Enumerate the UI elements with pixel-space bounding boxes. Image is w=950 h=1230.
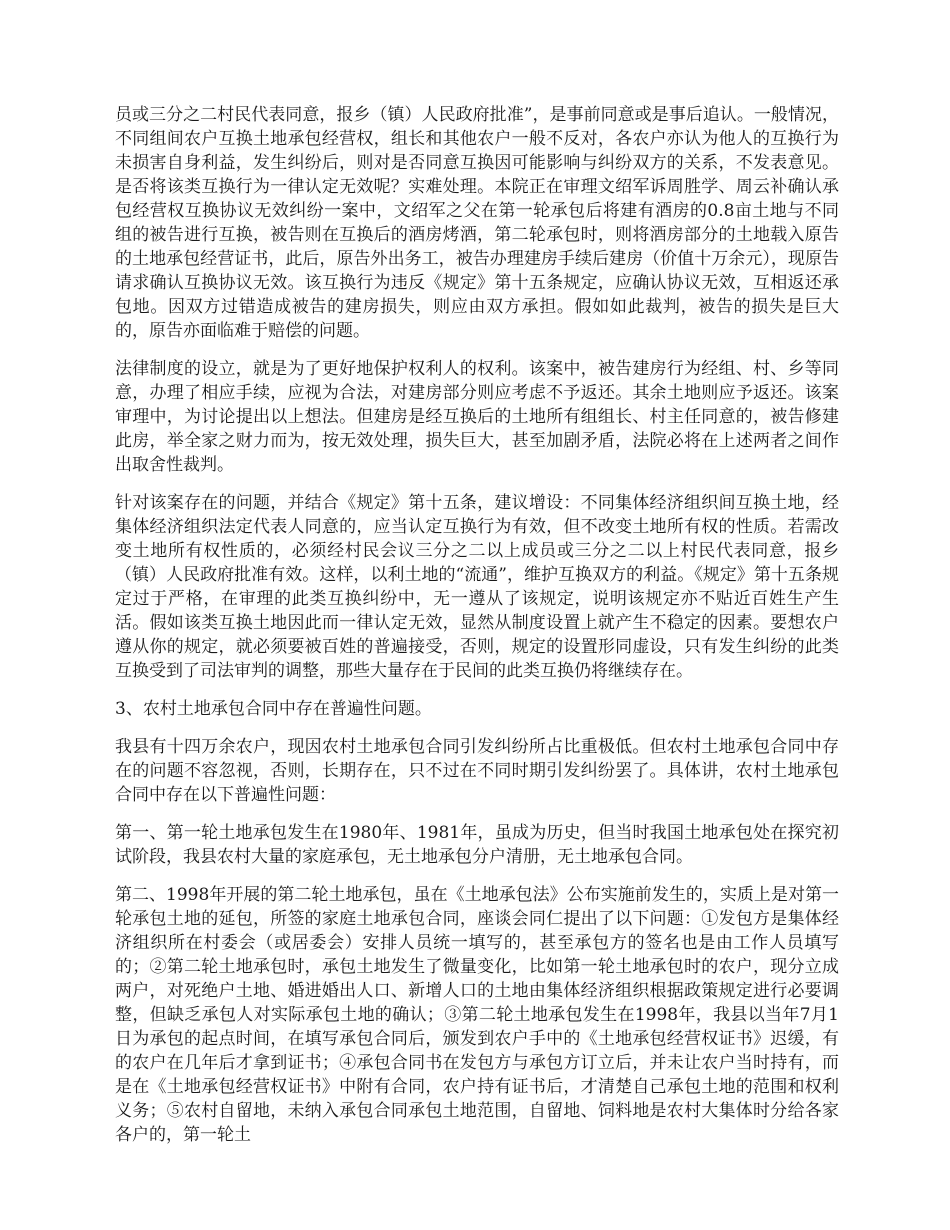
paragraph: 员或三分之二村民代表同意，报乡（镇）人民政府批准”，是事前同意或是事后追认。一般情况，不同组间农户互换土地承包经营权，组长和其他农户一般不反对，各农户亦认为他人的互换行为未损害自身利益，发生纠纷后，则对是否同意互换因可能影响与纠纷双方的关系，不发表意见。是否将该类互换行为一律认定无效呢？实难处理。本院正在审理文绍军诉周胜学、周云补确认承包经营权互换协议无效纠纷一案中，文绍军之父在第一轮承包后将建有酒房的0.8亩土地与不同组的被告进行互换，被告则在互换后的酒房烤酒，第二轮承包时，则将酒房部分的土地载入原告的土地承包经营证书，此后，原告外出务工，被告办理建房手续后建房（价值十万余元），现原告请求确认互换协议无效。该互换行为违反《规定》第十五条规定，应确认协议无效，互相返还承包地。因双方过错造成被告的建房损失，则应由双方承担。假如如此裁判，被告的损失是巨大的，原告亦面临难于赔偿的问题。 (115, 105, 839, 341)
section-heading: 3、农村土地承包合同中存在普遍性问题。 (115, 699, 432, 719)
paragraph: 第一、第一轮土地承包发生在1980年、1981年，虽成为历史，但当时我国土地承包处在探究初试阶段，我县农村大量的家庭承包，无土地承包分户清册，无土地承包合同。 (115, 823, 839, 867)
paragraph: 我县有十四万余农户，现因农村土地承包合同引发纠纷所占比重极低。但农村土地承包合同中存在的问题不容忽视，否则，长期存在，只不过在不同时期引发纠纷罢了。具体讲，农村土地承包合同中存在以下普遍性问题： (115, 737, 839, 805)
paragraph: 针对该案存在的问题，并结合《规定》第十五条，建议增设：不同集体经济组织间互换土地，经集体经济组织法定代表人同意的，应当认定互换行为有效，但不改变土地所有权的性质。若需改变土地所有权性质的，必须经村民会议三分之二以上成员或三分之二以上村民代表同意，报乡（镇）人民政府批准有效。这样，以利土地的“流通”，维护互换双方的利益。《规定》第十五条规定过于严格，在审理的此类互换纠纷中，无一遵从了该规定，说明该规定亦不贴近百姓生产生活。假如该类互换土地因此而一律认定无效，显然从制度设置上就产生不稳定的因素。要想农户遵从你的规定，就必须要被百姓的普遍接受，否则，规定的设置形同虚设，只有发生纠纷的此类互换受到了司法审判的调整，那些大量存在于民间的此类互换仍将继续存在。 (115, 493, 839, 681)
paragraph: 法律制度的设立，就是为了更好地保护权利人的权利。该案中，被告建房行为经组、村、乡等同意，办理了相应手续，应视为合法，对建房部分则应考虑不予返还。其余土地则应予返还。该案审理中，为讨论提出以上想法。但建房是经互换后的土地所有组组长、村主任同意的，被告修建此房，举全家之财力而为，按无效处理，损失巨大，甚至加剧矛盾，法院必将在上述两者之间作出取舍性裁判。 (115, 359, 839, 475)
paragraph: 第二、1998年开展的第二轮土地承包，虽在《土地承包法》公布实施前发生的，实质上是对第一轮承包土地的延包，所签的家庭土地承包合同，座谈会同仁提出了以下问题：①发包方是集体经济组织所在村委会（或居委会）安排人员统一填写的，甚至承包方的签名也是由工作人员填写的；②第二轮土地承包时，承包土地发生了微量变化，比如第一轮土地承包时的农户，现分立成两户，对死绝户土地、婚进婚出人口、新增人口的土地由集体经济组织根据政策规定进行必要调整，但缺乏承包人对实际承包土地的确认；③第二轮土地承包发生在1998年，我县以当年7月1日为承包的起点时间，在填写承包合同后，颁发到农户手中的《土地承包经营权证书》迟缓，有的农户在几年后才拿到证书；④承包合同书在发包方与承包方订立后，并未让农户当时持有，而是在《土地承包经营权证书》中附有合同，农户持有证书后，才清楚自己承包土地的范围和权利义务；⑤农村自留地，未纳入承包合同承包土地范围，自留地、饲料地是农村大集体时分给各家各户的，第一轮土 (115, 885, 839, 1145)
document-body (115, 103, 839, 1161)
